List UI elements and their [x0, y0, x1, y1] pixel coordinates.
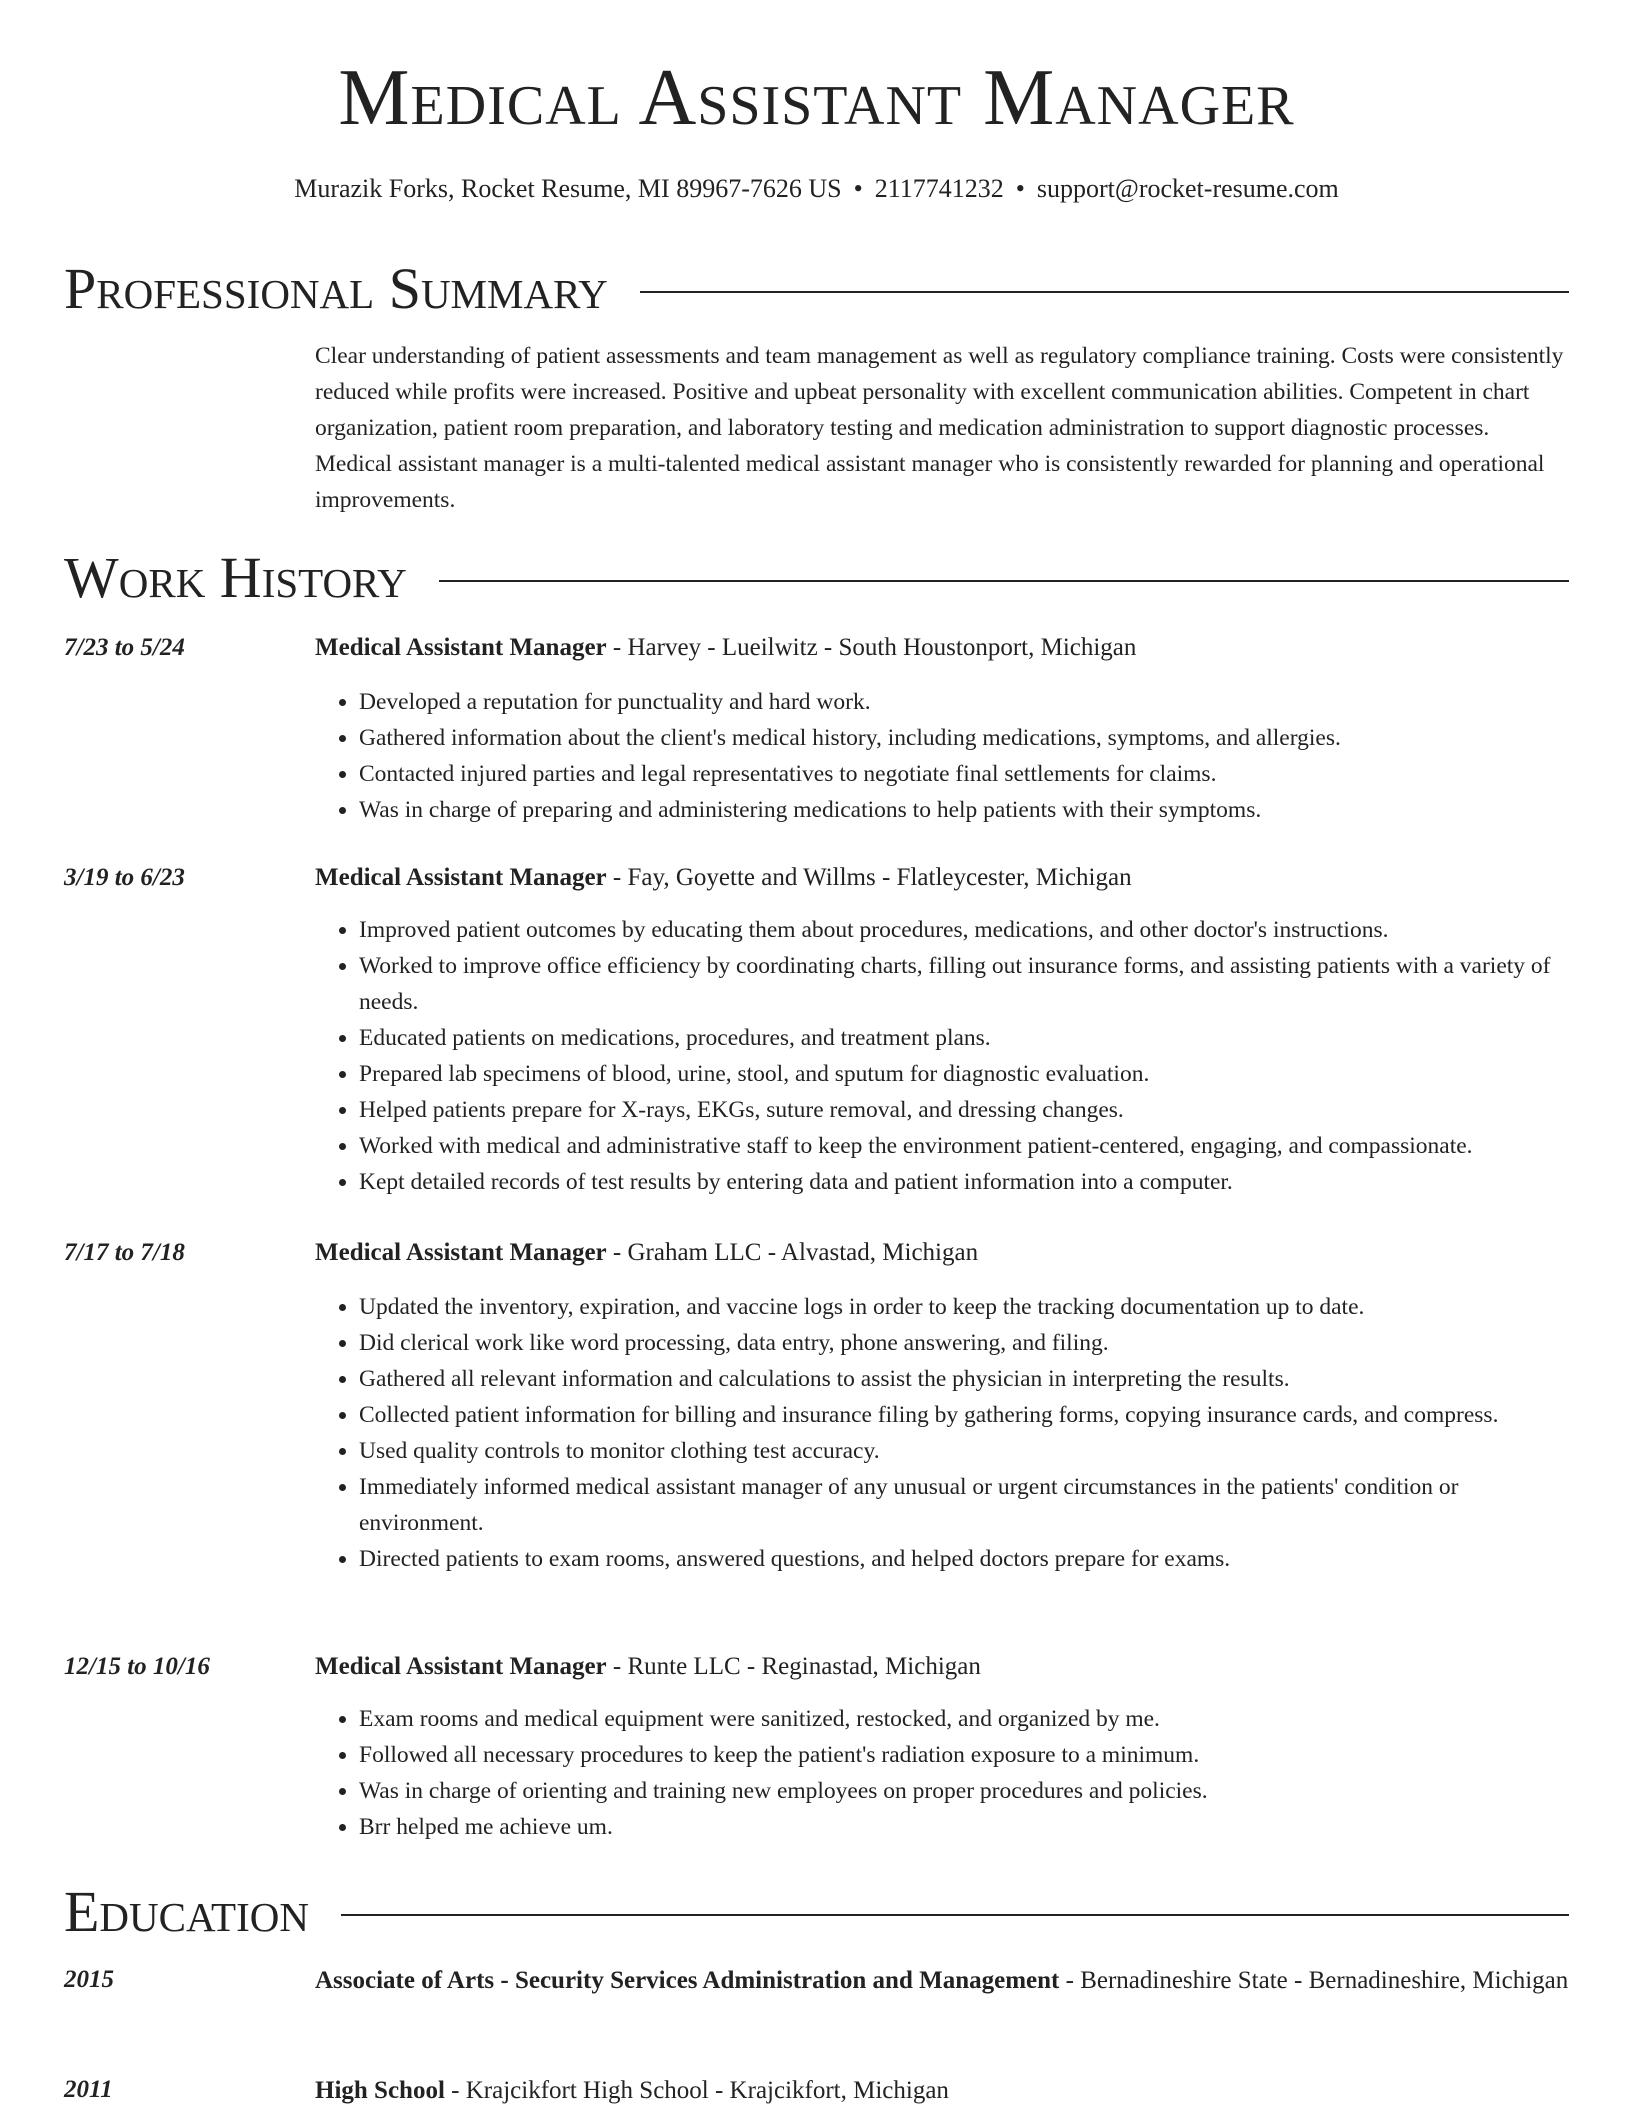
education-heading: [315, 2072, 1569, 2110]
list-item: • Developed a reputation for punctuality and hard work.: [359, 684, 1569, 720]
job-bullets: [315, 1701, 1569, 1845]
summary-section-title: Professional Summary: [64, 256, 608, 321]
candidate-name: Medical Assistant Manager: [338, 54, 1295, 142]
education-heading: [315, 1962, 1569, 2000]
job-role: Medical Assistant Manager: [315, 1239, 607, 1266]
contact-email: support@rocket-resume.com: [1036, 174, 1339, 203]
job-bullets: [315, 1289, 1569, 1577]
contact-separator: •: [1015, 174, 1025, 203]
contact-line: [64, 174, 1569, 204]
job-dates: 7/23 to 5/24: [64, 634, 185, 661]
job-dates: 7/17 to 7/18: [64, 1239, 185, 1266]
section-divider: [439, 580, 1569, 582]
job-bullets: [315, 912, 1569, 1200]
list-item: • Educated patients on medications, procedures, and treatment plans.: [359, 1020, 1569, 1056]
list-item: • Collected patient information for billing and insurance filing by gathering forms, copying insurance cards, and compress.: [359, 1397, 1569, 1433]
education-school: - Bernadineshire State - Bernadineshire, Michigan: [1059, 1967, 1569, 1994]
list-item: • Updated the inventory, expiration, and vaccine logs in order to keep the tracking documentation up to date.: [359, 1289, 1569, 1325]
section-divider: [341, 1914, 1569, 1916]
list-item: • Worked with medical and administrative staff to keep the environment patient-centered, engaging, and compassionate.: [359, 1128, 1569, 1164]
list-item: • Exam rooms and medical equipment were sanitized, restocked, and organized by me.: [359, 1701, 1569, 1737]
job-dates: 3/19 to 6/23: [64, 864, 185, 891]
education-degree: Associate of Arts - Security Services Administration and Management: [315, 1967, 1060, 1994]
list-item: • Did clerical work like word processing, data entry, phone answering, and filing.: [359, 1325, 1569, 1361]
list-item: • Kept detailed records of test results by entering data and patient information into a computer.: [359, 1164, 1569, 1200]
list-item: • Directed patients to exam rooms, answered questions, and helped doctors prepare for exams.: [359, 1541, 1569, 1577]
job-company: - Harvey - Lueilwitz - South Houstonport, Michigan: [606, 634, 1137, 661]
job-role: Medical Assistant Manager: [315, 864, 607, 891]
education-section-header: [64, 1879, 1569, 1944]
list-item: • Gathered information about the client's medical history, including medications, symptoms, and allergies.: [359, 720, 1569, 756]
education-section-title: Education: [64, 1879, 309, 1944]
job-role: Medical Assistant Manager: [315, 1653, 607, 1680]
job-company: - Graham LLC - Alvastad, Michigan: [606, 1239, 979, 1266]
job-dates: 12/15 to 10/16: [64, 1653, 210, 1680]
job-heading: [315, 1649, 1569, 1685]
education-degree: High School: [315, 2077, 445, 2104]
work-section-header: [64, 545, 1569, 610]
list-item: • Helped patients prepare for X-rays, EKGs, suture removal, and dressing changes.: [359, 1092, 1569, 1128]
contact-phone: 2117741232: [874, 174, 1004, 203]
job-role: Medical Assistant Manager: [315, 634, 607, 661]
job-heading: [315, 630, 1569, 666]
job-heading: [315, 1235, 1569, 1271]
list-item: • Used quality controls to monitor clothing test accuracy.: [359, 1433, 1569, 1469]
list-item: • Was in charge of preparing and administering medications to help patients with their symptoms.: [359, 792, 1569, 828]
list-item: • Was in charge of orienting and training new employees on proper procedures and policies.: [359, 1773, 1569, 1809]
job-company: - Fay, Goyette and Willms - Flatleycester, Michigan: [606, 864, 1132, 891]
contact-separator: •: [853, 174, 863, 203]
job-bullets: [315, 684, 1569, 828]
job-company: - Runte LLC - Reginastad, Michigan: [606, 1653, 981, 1680]
list-item: • Brr helped me achieve um.: [359, 1809, 1569, 1845]
list-item: • Improved patient outcomes by educating them about procedures, medications, and other doctor's instructions.: [359, 912, 1569, 948]
list-item: • Followed all necessary procedures to keep the patient's radiation exposure to a minimum.: [359, 1737, 1569, 1773]
list-item: • Worked to improve office efficiency by coordinating charts, filling out insurance forms, and assisting patients with a variety of needs.: [359, 948, 1569, 1020]
education-year: 2011: [64, 2076, 113, 2103]
job-heading: [315, 860, 1569, 896]
list-item: • Gathered all relevant information and calculations to assist the physician in interpreting the results.: [359, 1361, 1569, 1397]
contact-address: Murazik Forks, Rocket Resume, MI 89967-7626 US: [294, 174, 842, 203]
work-section-title: Work History: [64, 545, 407, 610]
section-divider: [640, 291, 1569, 293]
summary-text: Clear understanding of patient assessments and team management as well as regulatory compliance training. Costs were consistently reduced while profits were increased. Positive and upbeat personality with excellent communication abilities. Competent in chart organization, patient room preparation, and laboratory testing and medication administration to support diagnostic processes. Medical assistant manager is a multi-talented medical assistant manager who is consistently rewarded for planning and operational improvements.: [315, 343, 1564, 513]
list-item: • Prepared lab specimens of blood, urine, stool, and sputum for diagnostic evaluation.: [359, 1056, 1569, 1092]
education-year: 2015: [64, 1966, 114, 1993]
education-school: - Krajcikfort High School - Krajcikfort, Michigan: [444, 2077, 949, 2104]
list-item: • Contacted injured parties and legal representatives to negotiate final settlements for claims.: [359, 756, 1569, 792]
list-item: • Immediately informed medical assistant manager of any unusual or urgent circumstances in the patients' condition or environment.: [359, 1469, 1569, 1541]
summary-section-header: [64, 256, 1569, 321]
